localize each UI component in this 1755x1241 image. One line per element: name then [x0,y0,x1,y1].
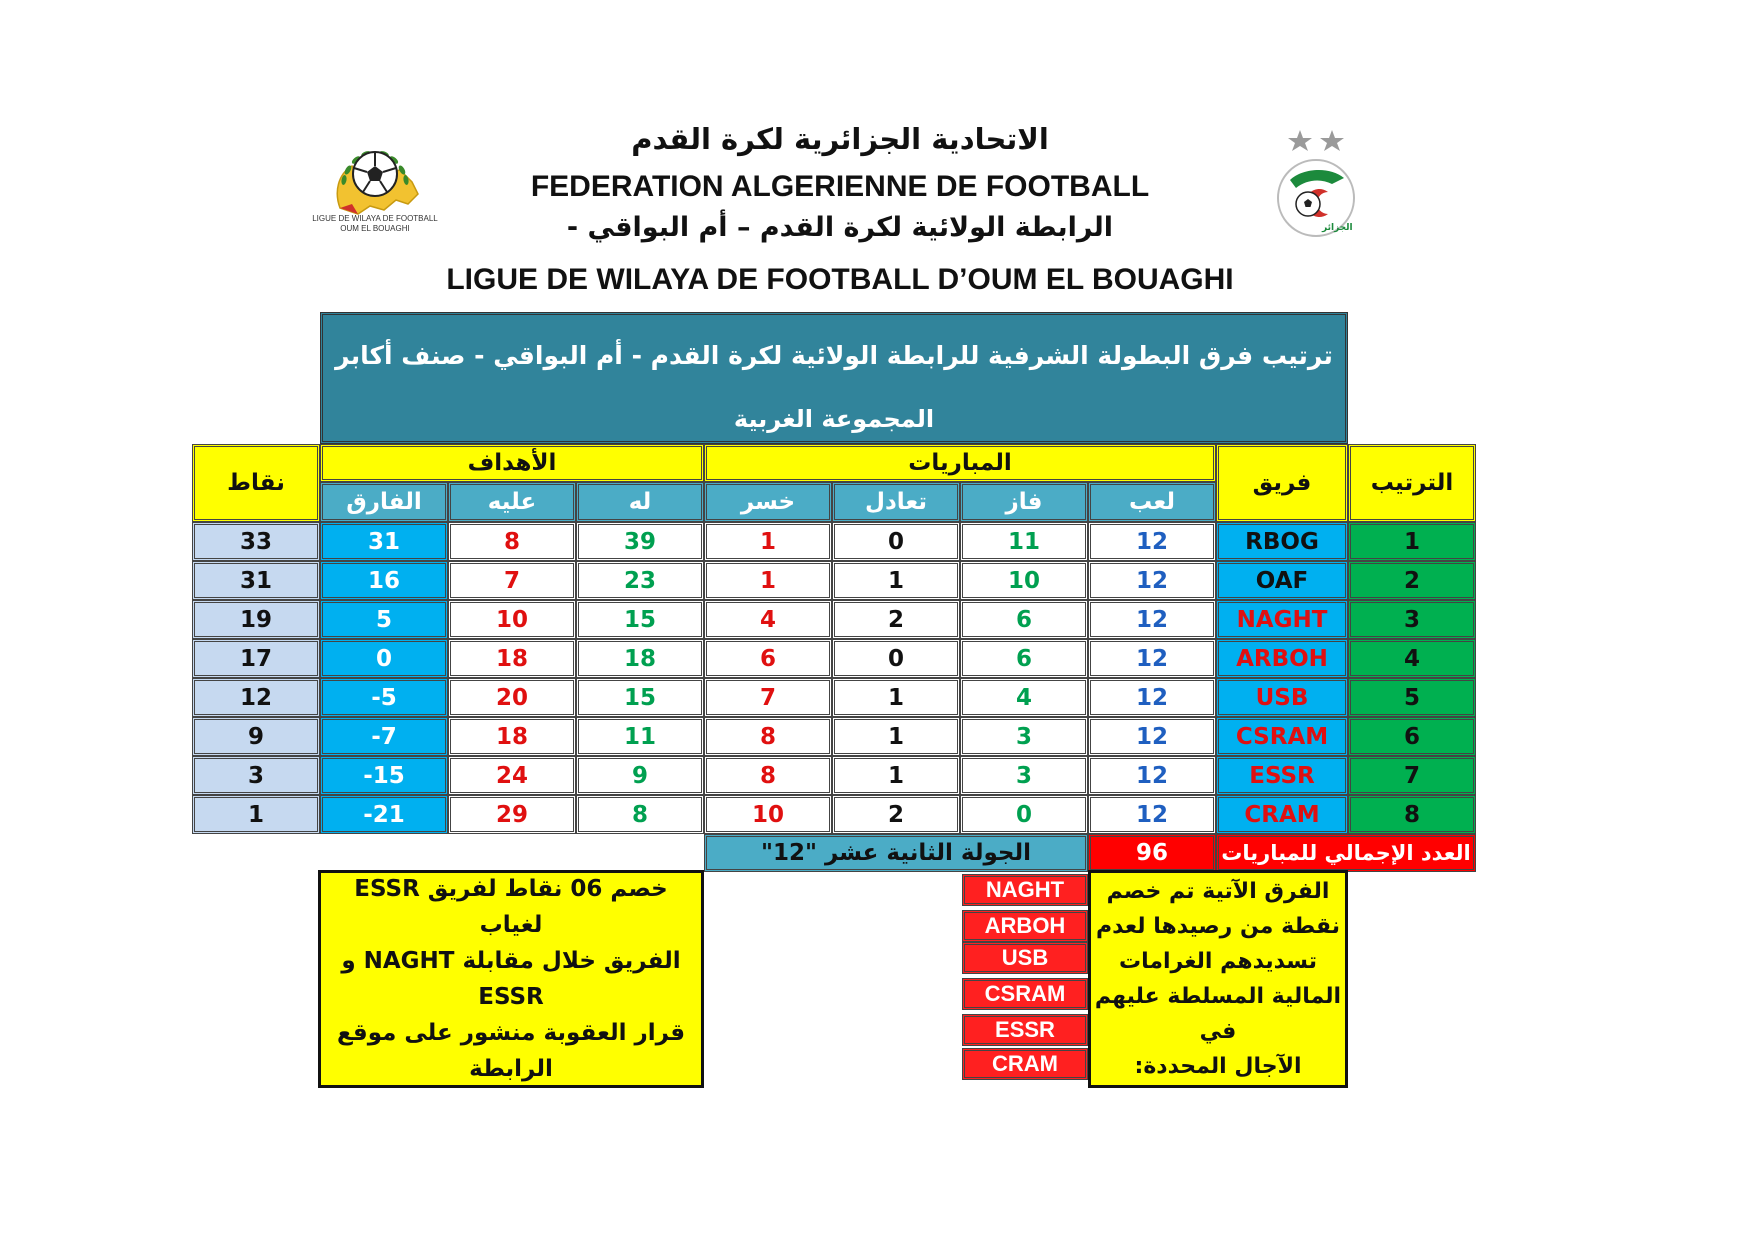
played-cell: 12 [1088,561,1216,600]
standings-title: ترتيب فرق البطولة الشرفية للرابطة الولائية لكرة القدم - أم البواقي - صنف أكابر [335,341,1333,370]
played-cell: 12 [1088,717,1216,756]
fine-note-line5: الآجال المحددة: [1134,1054,1302,1079]
header-french-federation: FEDERATION ALGERIENNE DE FOOTBALL [530,170,1150,203]
goals-for-cell: 8 [576,795,704,834]
lost-cell: 1 [704,522,832,561]
deduction-note-line1: خصم 06 نقاط لفريق ESSR لغياب [354,876,668,938]
goals-against-cell: 18 [448,639,576,678]
goals-for-cell: 11 [576,717,704,756]
col-rank-header: الترتيب [1348,444,1476,522]
col-drawn-header: تعادل [832,482,960,522]
rank-cell: 3 [1348,600,1476,639]
goals-against-cell: 8 [448,522,576,561]
goals-for-cell: 39 [576,522,704,561]
played-cell: 12 [1088,522,1216,561]
goal-diff-cell: 16 [320,561,448,600]
won-cell: 4 [960,678,1088,717]
col-team-header: فريق [1216,444,1348,522]
fine-note [1088,870,1348,1088]
total-matches-value: 96 [1088,834,1216,872]
penalized-team-item: USB [962,942,1088,974]
league-logo-caption-line2: OUM EL BOUAGHI [340,224,410,233]
drawn-cell: 1 [832,717,960,756]
federation-logo-icon [1272,128,1372,238]
goals-for-cell: 15 [576,600,704,639]
goal-diff-cell: 0 [320,639,448,678]
goals-for-cell: 18 [576,639,704,678]
drawn-cell: 2 [832,795,960,834]
goals-against-cell: 7 [448,561,576,600]
won-cell: 10 [960,561,1088,600]
played-cell: 12 [1088,795,1216,834]
standings-group-name: المجموعة الغربية [733,405,935,433]
goal-diff-cell: 5 [320,600,448,639]
team-cell: ESSR [1216,756,1348,795]
points-cell: 12 [192,678,320,717]
col-won-header: فاز [960,482,1088,522]
points-cell: 33 [192,522,320,561]
goals-for-cell: 23 [576,561,704,600]
won-cell: 0 [960,795,1088,834]
goals-against-cell: 10 [448,600,576,639]
won-cell: 6 [960,600,1088,639]
won-cell: 11 [960,522,1088,561]
penalized-team-item: ESSR [962,1014,1088,1046]
team-cell: CRAM [1216,795,1348,834]
won-cell: 3 [960,756,1088,795]
team-cell: CSRAM [1216,717,1348,756]
goals-against-cell: 20 [448,678,576,717]
penalized-team-item: CSRAM [962,978,1088,1010]
goals-against-cell: 24 [448,756,576,795]
rank-cell: 1 [1348,522,1476,561]
col-goals-group-header: الأهداف [320,444,704,482]
won-cell: 6 [960,639,1088,678]
goal-diff-cell: 31 [320,522,448,561]
points-cell: 9 [192,717,320,756]
rank-cell: 7 [1348,756,1476,795]
col-matches-group-header: المباريات [704,444,1216,482]
rank-cell: 6 [1348,717,1476,756]
col-points-header: نقاط [192,444,320,522]
goal-diff-cell: -15 [320,756,448,795]
goals-for-cell: 15 [576,678,704,717]
drawn-cell: 0 [832,639,960,678]
lost-cell: 8 [704,717,832,756]
rank-cell: 5 [1348,678,1476,717]
fine-note-line4: المالية المسلطة عليهم في [1094,984,1342,1044]
col-for-header: له [576,482,704,522]
lost-cell: 1 [704,561,832,600]
drawn-cell: 2 [832,600,960,639]
lost-cell: 4 [704,600,832,639]
points-cell: 19 [192,600,320,639]
deduction-note-line3: قرار العقوبة منشور على موقع الرابطة [336,1020,686,1082]
header-arabic-league: الرابطة الولائية لكرة القدم – أم البواقي - [566,212,1114,243]
won-cell: 3 [960,717,1088,756]
fine-note-line3: تسديدهم الغرامات [1119,949,1317,974]
league-logo-caption-line1: LIGUE DE WILAYA DE FOOTBALL [312,214,438,223]
fine-note-line1: الفرق الآتية تم خصم [1106,879,1330,904]
goal-diff-cell: -7 [320,717,448,756]
total-matches-label: العدد الإجمالي للمباريات [1216,834,1476,872]
league-logo-caption [295,214,455,234]
goal-diff-cell: -5 [320,678,448,717]
header-arabic-federation: الاتحادية الجزائرية لكرة القدم [631,122,1049,156]
drawn-cell: 1 [832,561,960,600]
rank-cell: 2 [1348,561,1476,600]
col-diff-header: الفارق [320,482,448,522]
played-cell: 12 [1088,639,1216,678]
col-lost-header: خسر [704,482,832,522]
col-played-header: لعب [1088,482,1216,522]
team-cell: OAF [1216,561,1348,600]
drawn-cell: 0 [832,522,960,561]
lost-cell: 7 [704,678,832,717]
deduction-note-line2: الفريق خلال مقابلة NAGHT و ESSR [341,948,681,1010]
team-cell: ARBOH [1216,639,1348,678]
points-cell: 17 [192,639,320,678]
col-against-header: عليه [448,482,576,522]
points-cell: 3 [192,756,320,795]
round-label: الجولة الثانية عشر "12" [704,834,1088,872]
played-cell: 12 [1088,600,1216,639]
lost-cell: 6 [704,639,832,678]
header-french-league: LIGUE DE WILAYA DE FOOTBALL D’OUM EL BOUAGHI [446,263,1234,296]
rank-cell: 4 [1348,639,1476,678]
team-cell: NAGHT [1216,600,1348,639]
goals-against-cell: 18 [448,717,576,756]
drawn-cell: 1 [832,756,960,795]
played-cell: 12 [1088,756,1216,795]
lost-cell: 8 [704,756,832,795]
fine-note-line2: نقطة من رصيدها لعدم [1096,914,1340,939]
team-cell: USB [1216,678,1348,717]
penalized-team-item: ARBOH [962,910,1088,942]
rank-cell: 8 [1348,795,1476,834]
points-cell: 31 [192,561,320,600]
team-cell: RBOG [1216,522,1348,561]
played-cell: 12 [1088,678,1216,717]
goals-for-cell: 9 [576,756,704,795]
deduction-note [318,870,704,1088]
penalized-team-item: NAGHT [962,874,1088,906]
goal-diff-cell: -21 [320,795,448,834]
standings-title-box [320,312,1348,444]
goals-against-cell: 29 [448,795,576,834]
federation-logo-caption: الجزائر [1322,223,1353,233]
points-cell: 1 [192,795,320,834]
penalized-team-item: CRAM [962,1048,1088,1080]
lost-cell: 10 [704,795,832,834]
drawn-cell: 1 [832,678,960,717]
